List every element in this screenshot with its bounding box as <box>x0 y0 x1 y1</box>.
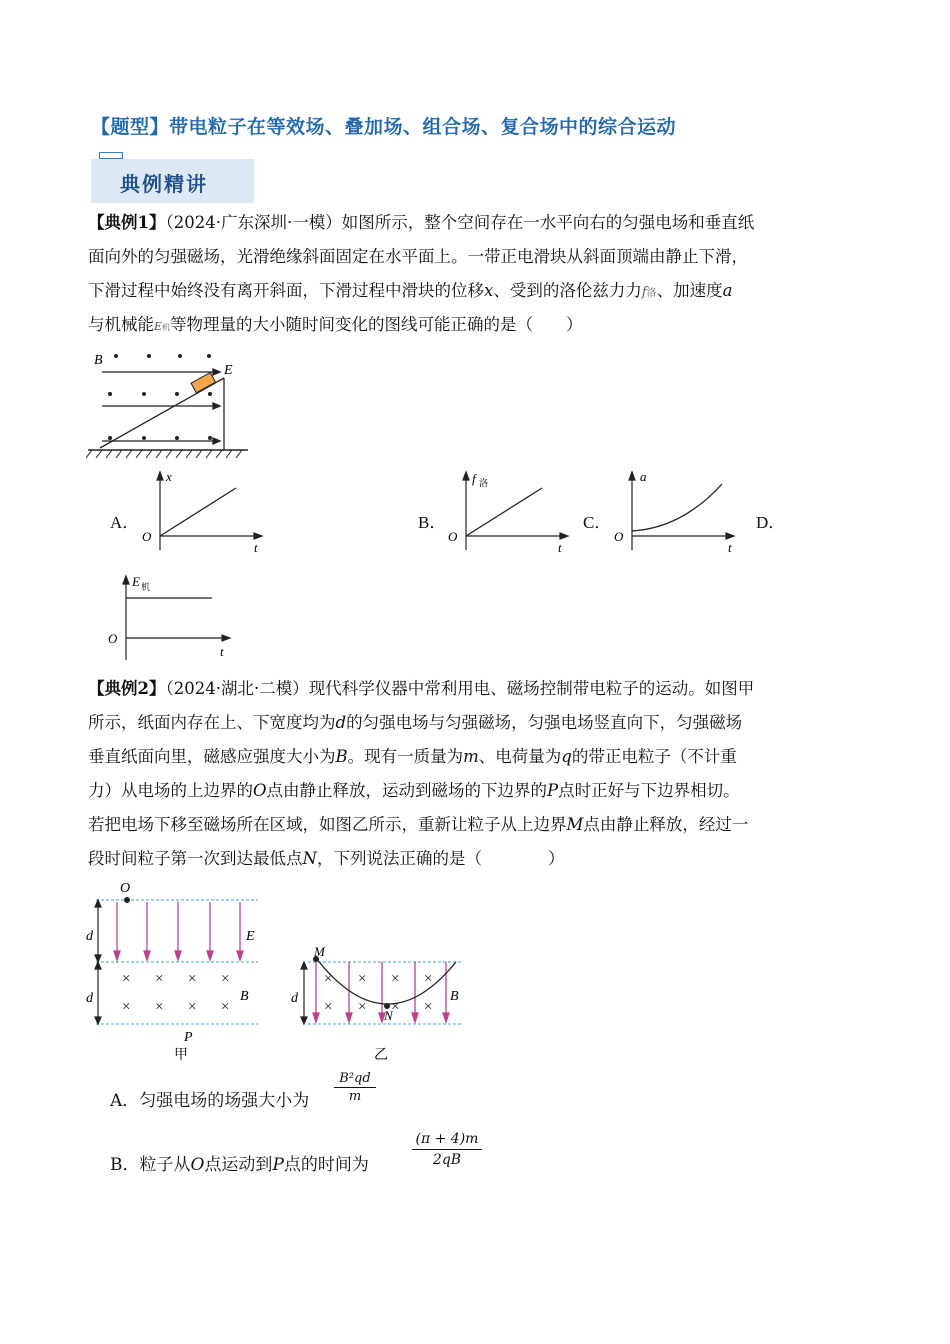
graph-B-origin: O <box>448 529 458 544</box>
ex2-option-A-fraction <box>334 1071 376 1104</box>
example1-line2: 面向外的匀强磁场，光滑绝缘斜面固定在水平面上。一带正电滑块从斜面顶端由静止下滑， <box>88 247 748 266</box>
graph-A-ylabel: x <box>166 469 172 484</box>
ex2-option-B[interactable]: B．粒子从O点运动到P点的时间为 <box>110 1155 369 1175</box>
graph-D-ylabel-sub: 机 <box>141 582 151 592</box>
ex2-option-A-numerator: B²qd <box>339 1071 371 1086</box>
ex2-option-A-denominator: m <box>334 1087 376 1104</box>
graph-C-origin: O <box>614 529 624 544</box>
svg-text:×: × <box>221 999 230 1015</box>
figure-yi <box>286 938 476 1064</box>
fig-yi-label-B: B <box>450 989 459 1004</box>
ex2-option-A-text: A．匀强电场的场强大小为 <box>110 1091 310 1111</box>
ex1-option-A[interactable]: A． <box>110 513 140 532</box>
svg-text:×: × <box>324 999 333 1015</box>
graph-B-ylabel: f <box>472 471 476 486</box>
banner-title: 典例精讲 <box>120 172 208 196</box>
svg-text:×: × <box>391 999 400 1015</box>
svg-text:×: × <box>155 999 164 1015</box>
ex1-option-B[interactable]: B． <box>418 513 447 532</box>
ex1-option-C[interactable]: C． <box>583 513 612 532</box>
fig-jia-label-d1: d <box>86 929 93 944</box>
graph-D-ylabel: E <box>132 574 140 589</box>
example2-line6: 段时间粒子第一次到达最低点N，下列说法正确的是（ ） <box>88 849 565 868</box>
svg-text:×: × <box>424 999 433 1015</box>
ex2-option-A[interactable] <box>110 1086 309 1111</box>
ex2-option-B-fraction <box>412 1131 482 1168</box>
svg-text:×: × <box>188 971 197 987</box>
graph-D-xlabel: t <box>220 644 224 659</box>
ex2-option-B-denominator: 2qB <box>412 1149 482 1168</box>
graph-B-ylabel-sub: 洛 <box>479 478 489 488</box>
svg-text:×: × <box>122 999 131 1015</box>
example2-line1: 现代科学仪器中常利用电、磁场控制带电粒子的运动。如图甲 <box>308 679 755 698</box>
fig-yi-label-N: N <box>384 1008 393 1023</box>
svg-text:×: × <box>155 971 164 987</box>
ex2-option-B-numerator: (π + 4)m <box>415 1131 479 1147</box>
fig-jia-label-B: B <box>240 989 249 1004</box>
fig-jia-caption: 甲 <box>174 1048 188 1062</box>
graph-C-ylabel: a <box>640 469 647 484</box>
graph-C-xlabel: t <box>728 540 732 555</box>
example1-line1: 如图所示，整个空间存在一水平向右的匀强电场和垂直纸 <box>341 213 755 232</box>
fig1-label-B: B <box>94 353 103 368</box>
fig-jia-label-P: P <box>184 1030 193 1045</box>
fig-jia-label-O: O <box>120 881 131 896</box>
example1-label: 【典例1】 <box>88 213 166 232</box>
example2-line4: 力）从电场的上边界的O点由静止释放，运动到磁场的下边界的P点时正好与下边界相切。 <box>88 781 740 800</box>
svg-text:×: × <box>188 999 197 1015</box>
graph-C-a-vs-t <box>612 468 742 558</box>
incline-field-figure <box>86 344 252 462</box>
banner-decoration <box>99 152 123 159</box>
fig-yi-label-d: d <box>291 991 298 1006</box>
svg-text:×: × <box>358 971 367 987</box>
svg-text:×: × <box>122 971 131 987</box>
example2-text <box>88 672 868 876</box>
svg-text:×: × <box>391 971 400 987</box>
fig-yi-label-M: M <box>314 944 325 959</box>
fig-jia-label-E: E <box>246 929 255 944</box>
ex1-option-D[interactable]: D． <box>756 513 786 532</box>
svg-text:×: × <box>221 971 230 987</box>
section-heading: 【题型】带电粒子在等效场、叠加场、组合场、复合场中的综合运动 <box>91 116 677 138</box>
example2-source: （2024·湖北·二模） <box>165 679 309 698</box>
svg-text:×: × <box>324 971 333 987</box>
example1-line4: 与机械能E机等物理量的大小随时间变化的图线可能正确的是（ ） <box>88 315 583 334</box>
graph-B-xlabel: t <box>558 540 562 555</box>
example1-source: （2024·广东深圳·一模） <box>165 213 342 232</box>
example1-text <box>88 206 868 342</box>
fig-yi-caption: 乙 <box>374 1048 388 1063</box>
graph-D-E-vs-t <box>104 570 239 664</box>
svg-text:×: × <box>358 999 367 1015</box>
example2-label: 【典例2】 <box>88 679 166 698</box>
svg-text:×: × <box>424 971 433 987</box>
fig-jia-label-d2: d <box>86 991 93 1006</box>
graph-B-f-vs-t <box>446 468 576 558</box>
figure-jia <box>82 876 272 1062</box>
fig1-label-E: E <box>224 363 233 378</box>
example2-line5: 若把电场下移至磁场所在区域，如图乙所示，重新让粒子从上边界M点由静止释放，经过一 <box>88 815 749 834</box>
graph-D-origin: O <box>108 631 118 646</box>
example2-line2: 所示，纸面内存在上、下宽度均为d的匀强电场与匀强磁场，匀强电场竖直向下，匀强磁场 <box>88 713 743 732</box>
example2-line3: 垂直纸面向里，磁感应强度大小为B。现有一质量为m、电荷量为q的带正电粒子（不计重 <box>88 747 737 766</box>
example1-line3: 下滑过程中始终没有离开斜面，下滑过程中滑块的位移x、受到的洛伦兹力力f洛、加速度a <box>88 281 733 300</box>
graph-A-x-vs-t <box>138 468 268 558</box>
graph-A-origin: O <box>142 529 152 544</box>
graph-A-xlabel: t <box>254 540 258 555</box>
